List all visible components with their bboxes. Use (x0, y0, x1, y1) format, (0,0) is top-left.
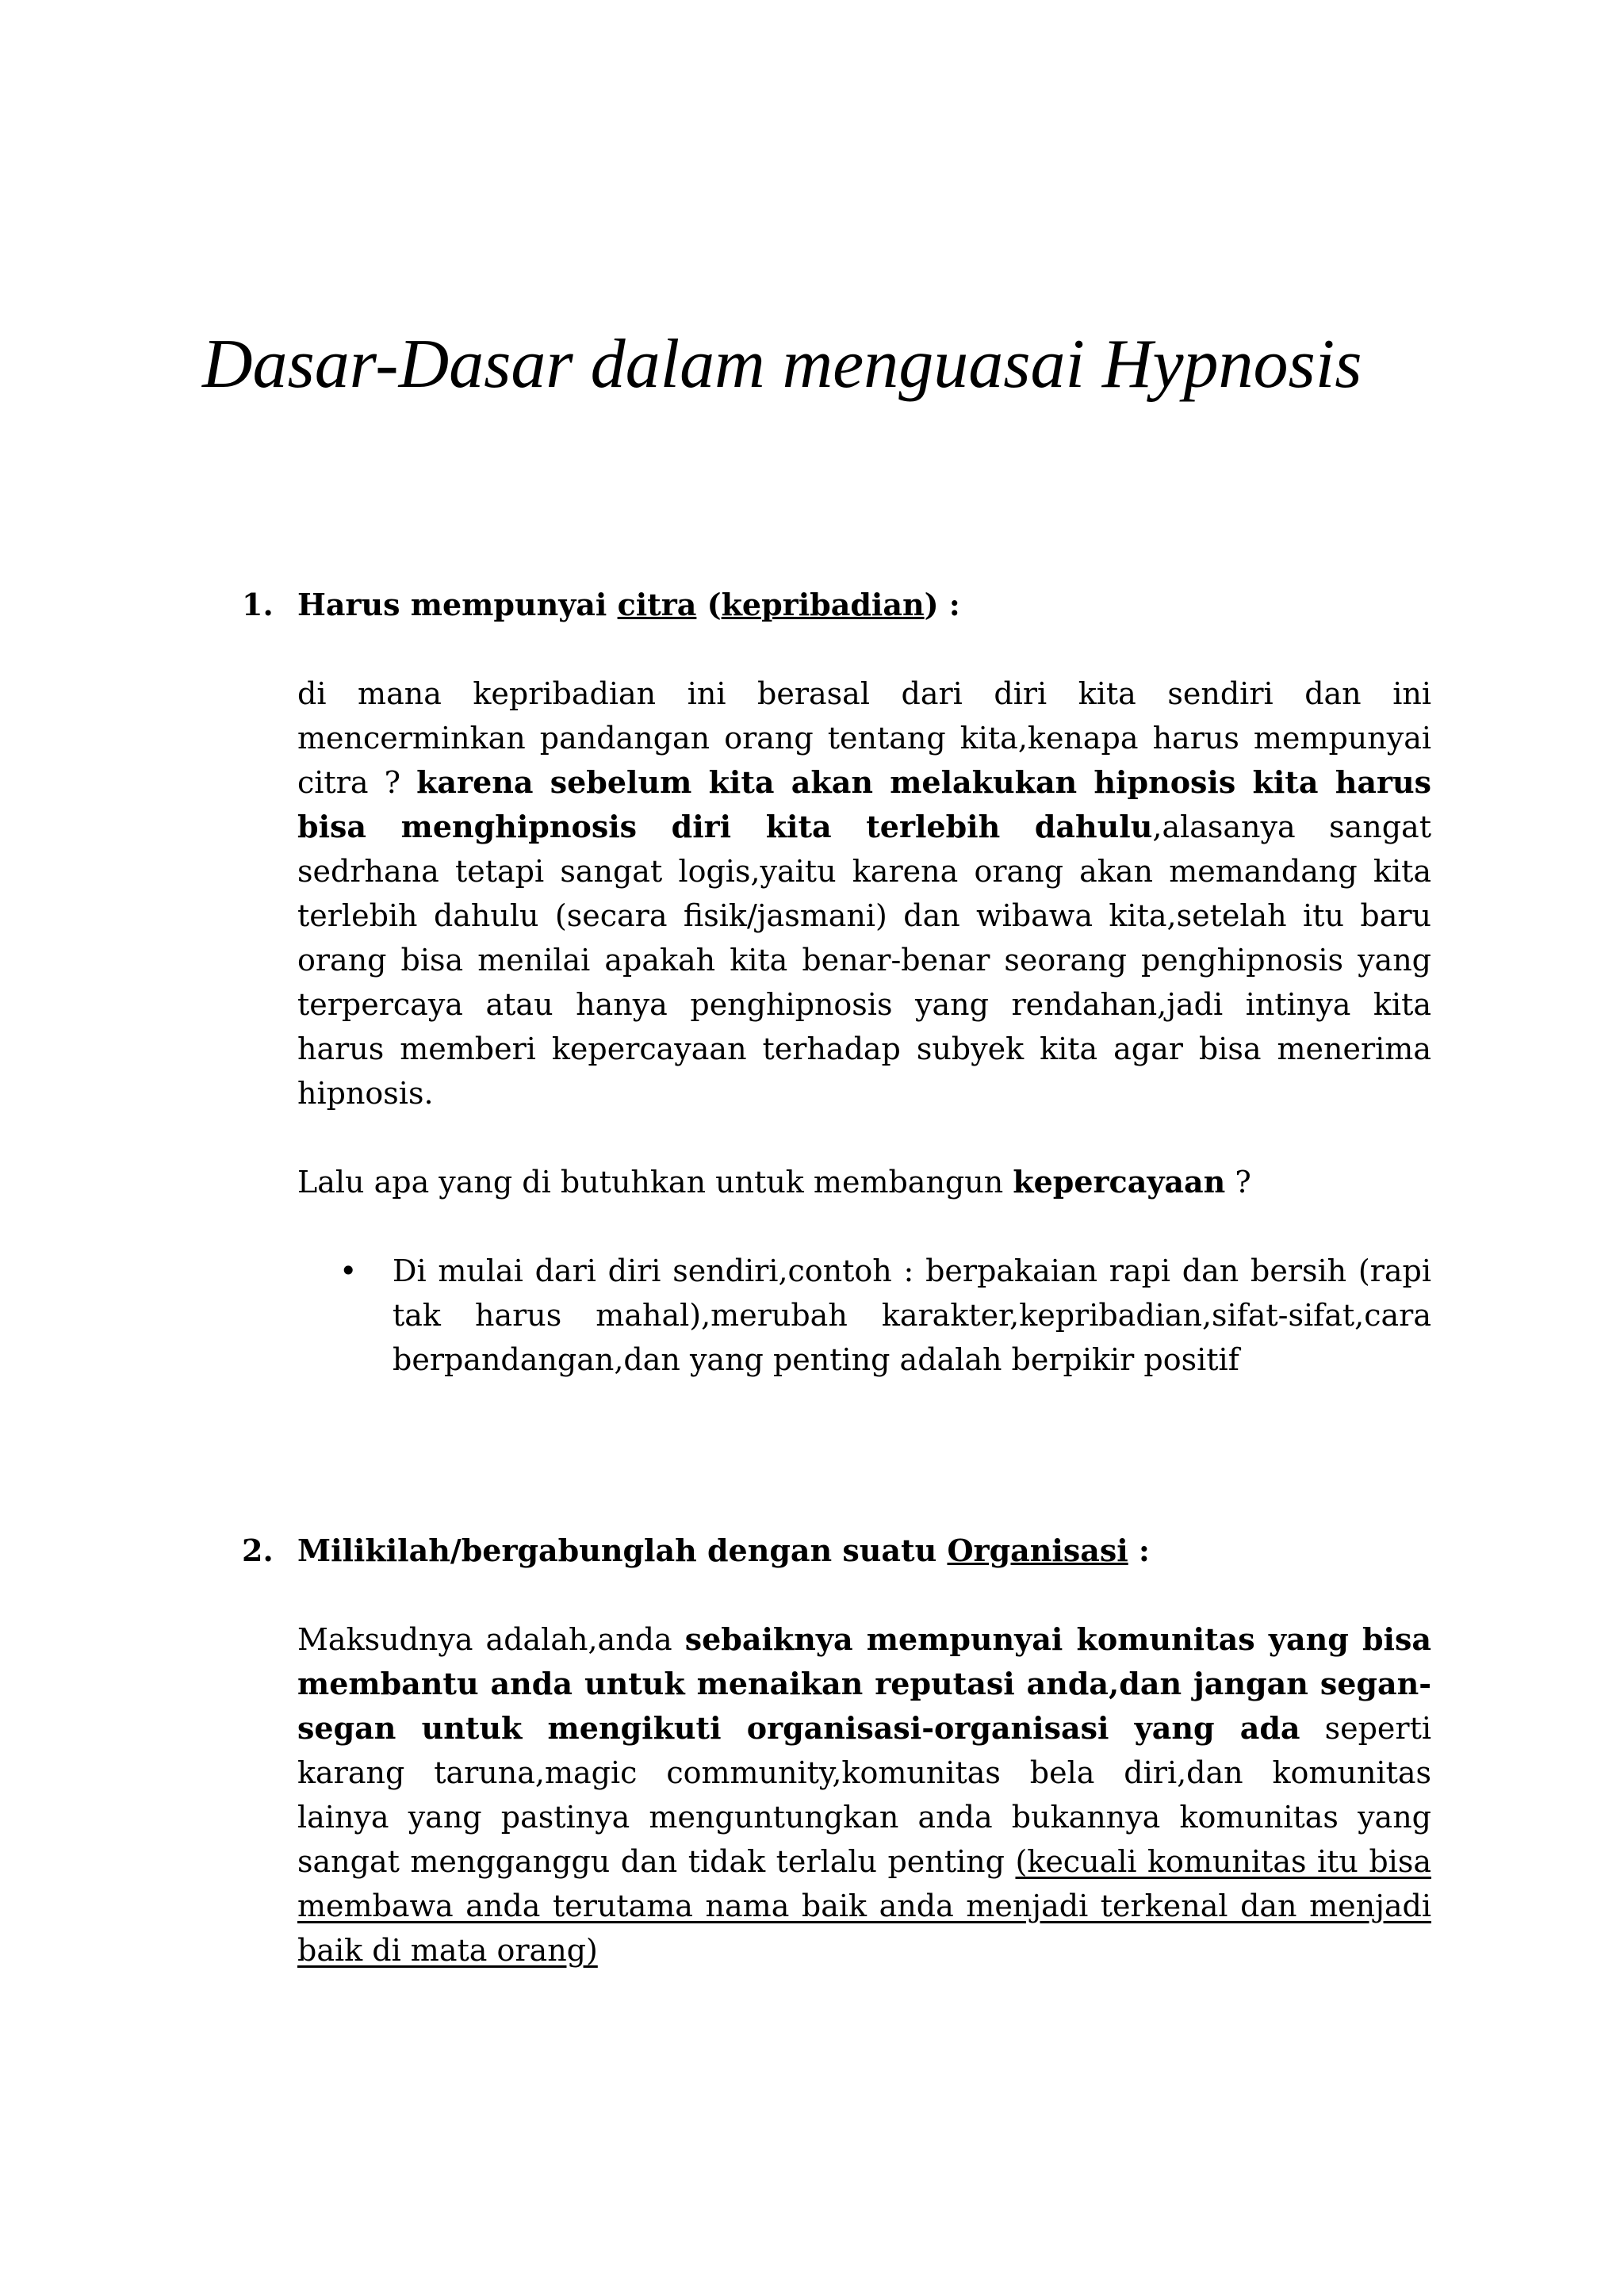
bullet-text: Di mulai dari diri sendiri,contoh : berpakaian rapi dan bersih (rapi tak harus mahal),merubah karakter,kepribadian,sifat-sifat,cara berpandangan,dan yang penting adalah berpikir positif (393, 1253, 1431, 1377)
section-2 (242, 1529, 1431, 1973)
paragraph-text: di mana kepribadian ini berasal dari diri kita sendiri dan ini mencerminkan pandangan orang tentang kita,kenapa harus mempunyai citra ? (297, 676, 1431, 800)
section-2-heading (242, 1529, 1431, 1573)
paragraph-text: Maksudnya adalah,anda (297, 1622, 685, 1657)
section-1-heading-text (297, 583, 960, 627)
section-1 (242, 583, 1431, 1382)
section-1-number: 1. (242, 587, 274, 622)
paragraph-underlined-text: (kecuali komunitas itu bisa membawa anda terutama nama baik anda menjadi terkenal dan menjadi baik di mata orang) (297, 1844, 1431, 1968)
list-item (339, 1249, 1431, 1382)
section-2-heading-text (297, 1529, 1150, 1573)
heading-text: ( (696, 587, 722, 622)
section-2-paragraph (297, 1617, 1431, 1973)
paragraph-text: ? (1225, 1165, 1251, 1200)
section-1-bullet-list (242, 1249, 1431, 1382)
heading-underlined-organisasi: Organisasi (947, 1533, 1128, 1568)
paragraph-bold-text: karena sebelum kita akan melakukan hipnosis kita harus bisa menghipnosis diri kita terlebih dahulu (297, 764, 1431, 844)
paragraph-bold-text: kepercayaan (1013, 1164, 1226, 1200)
section-1-paragraph-2 (297, 1160, 1431, 1204)
paragraph-bold-text: sebaiknya mempunyai komunitas yang bisa membantu anda untuk menaikan reputasi anda,dan jangan segan-segan untuk mengikuti organisasi-organisasi yang ada (297, 1621, 1431, 1746)
paragraph-text: Lalu apa yang di butuhkan untuk membangun (297, 1165, 1013, 1200)
heading-text: ) : (924, 587, 960, 622)
heading-underlined-kepribadian: kepribadian (721, 587, 925, 622)
bullet-icon: • (339, 1253, 358, 1288)
page-title: Dasar-Dasar dalam menguasai Hypnosis (202, 326, 1362, 403)
section-1-paragraph-1 (297, 672, 1431, 1115)
paragraph-text: ,alasanya sangat sedrhana tetapi sangat logis,yaitu karena orang akan memandang kita terlebih dahulu (secara fisik/jasmani) dan wibawa kita,setelah itu baru orang bisa menilai apakah kita benar-benar seorang penghipnosis yang terpercaya atau hanya penghipnosis yang rendahan,jadi intinya kita harus memberi kepercayaan terhadap subyek kita agar bisa menerima hipnosis. (297, 809, 1431, 1111)
paragraph-text: seperti karang taruna,magic community,komunitas bela diri,dan komunitas lainya yang pastinya menguntungkan anda bukannya komunitas yang sangat mengganggu dan tidak terlalu penting (297, 1711, 1431, 1879)
section-2-number: 2. (242, 1533, 274, 1568)
heading-text: : (1128, 1533, 1150, 1568)
section-1-heading (242, 583, 1431, 627)
heading-text: Harus mempunyai (297, 587, 618, 622)
heading-text: Milikilah/bergabunglah dengan suatu (297, 1533, 948, 1568)
heading-underlined-citra: citra (617, 587, 697, 622)
